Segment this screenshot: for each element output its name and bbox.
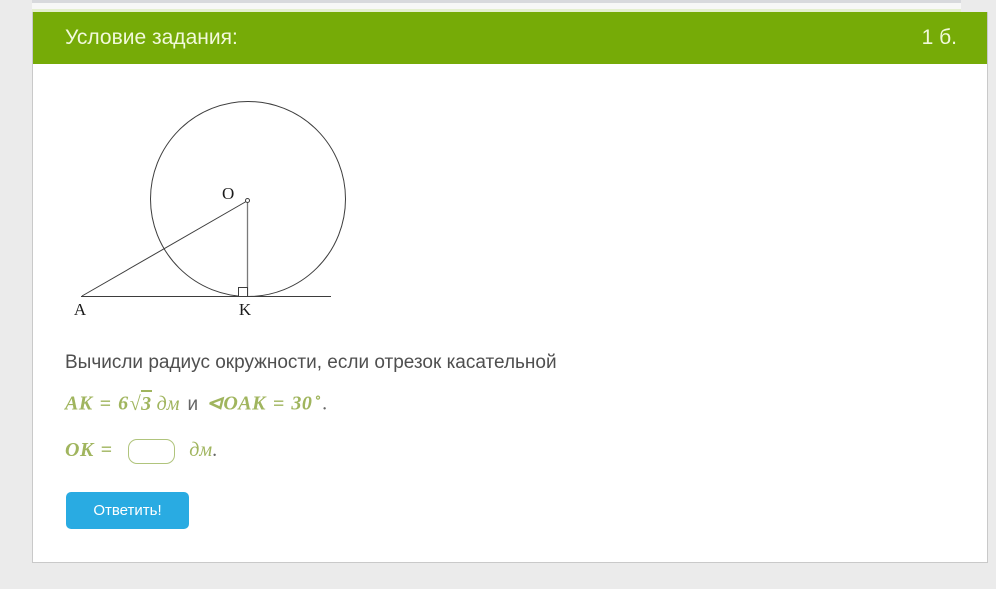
period: . (322, 392, 328, 415)
task-header-title: Условие задания: (65, 26, 238, 49)
answer-lhs: OK (65, 439, 94, 462)
radicand: 3 (141, 390, 152, 415)
label-K: K (238, 300, 252, 319)
geometry-figure (41, 85, 401, 335)
radical-sign: √ (129, 392, 142, 415)
answer-period: . (212, 439, 218, 462)
label-A: A (73, 300, 87, 319)
answer-equals: = (100, 439, 113, 462)
previous-card-bottom-edge (32, 0, 961, 12)
conjunction: и (187, 393, 199, 415)
task-header (33, 12, 987, 64)
center-point-O (246, 199, 250, 203)
unit-dm: дм (156, 392, 180, 415)
equals-sign: = (99, 392, 112, 415)
task-description: Вычисли радиус окружности, если отрезок касательной (65, 352, 557, 373)
task-card (32, 12, 988, 563)
angle-name: OAK (223, 392, 266, 415)
equals-sign-2: = (272, 392, 285, 415)
given-formula (65, 390, 327, 416)
angle-symbol: ⊲ (206, 392, 224, 415)
coefficient: 6 (118, 392, 129, 415)
degree-symbol: ∘ (314, 391, 323, 406)
answer-unit: дм (189, 439, 213, 462)
segment-name: AK (65, 392, 93, 415)
right-angle-marker (239, 288, 248, 297)
answer-input[interactable] (128, 439, 175, 464)
angle-value: 30 (291, 392, 313, 415)
submit-button[interactable]: Ответить! (66, 492, 189, 529)
answer-formula (65, 439, 217, 464)
label-O: O (222, 184, 235, 203)
points-badge: 1 б. (921, 26, 957, 49)
segment-AO (82, 201, 247, 296)
